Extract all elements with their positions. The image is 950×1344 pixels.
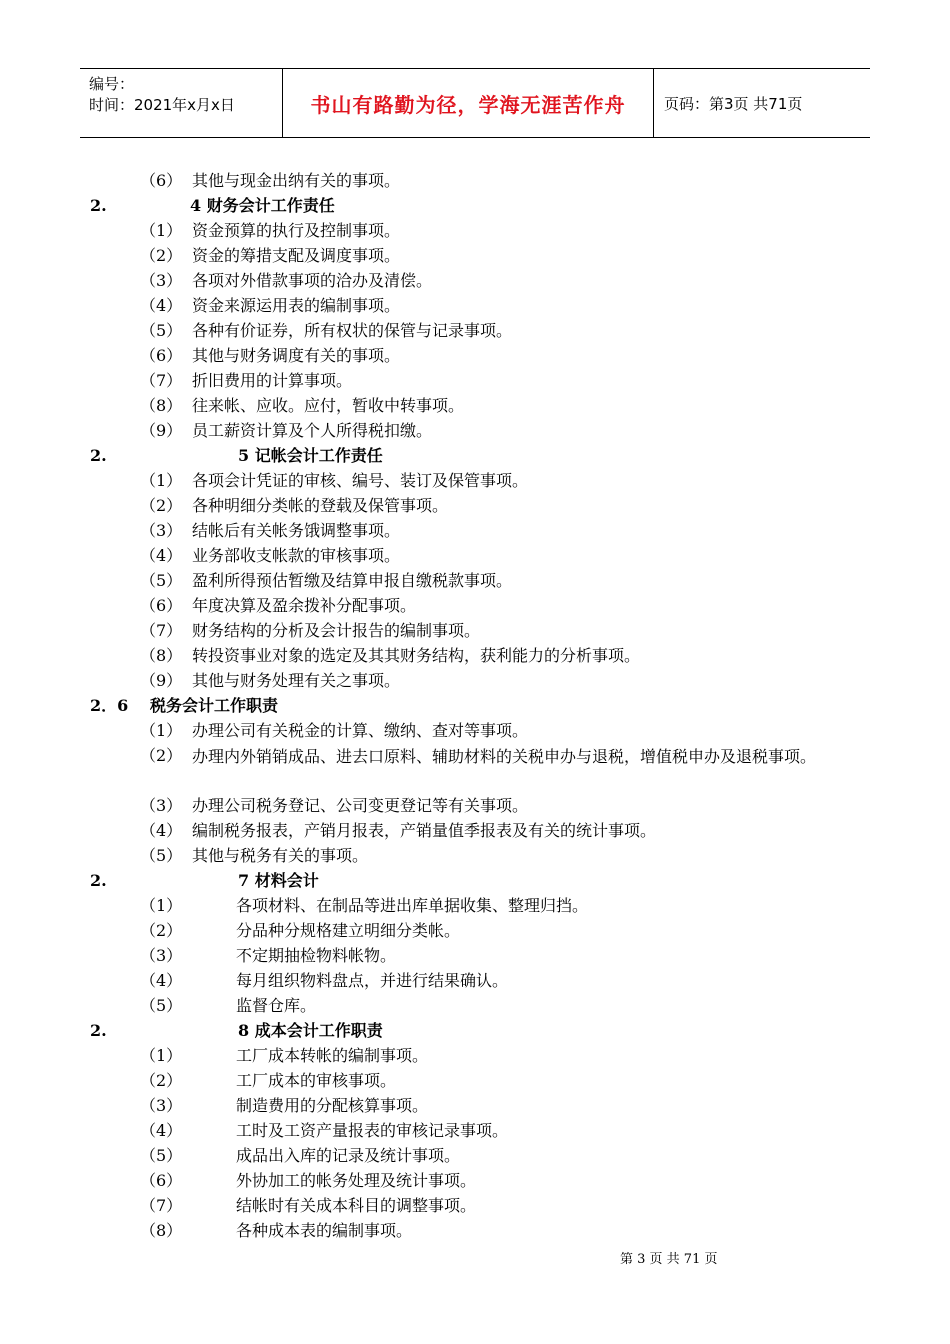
item-number: （5） [140, 571, 183, 590]
header-motto: 书山有路勤为径，学海无涯苦作舟 [282, 69, 654, 137]
item-number: （2） [140, 496, 183, 515]
section-title: 8 成本会计工作职责 [238, 1021, 383, 1040]
item-number: （6） [140, 171, 183, 190]
item-text: 成品出入库的记录及统计事项。 [236, 1146, 461, 1165]
item-number: （5） [140, 846, 183, 865]
item-number: （9） [140, 421, 183, 440]
item-number: （3） [140, 796, 183, 815]
header-meta [80, 69, 282, 137]
section-number: 2. [90, 446, 107, 465]
item-number: （2） [140, 746, 183, 765]
item-text: 往来帐、应收。应付，暂收中转事项。 [192, 396, 465, 415]
page-header [80, 68, 870, 138]
item-text: 各种成本表的编制事项。 [236, 1221, 413, 1240]
serial-label: 编号： [89, 75, 135, 93]
item-text: 制造费用的分配核算事项。 [236, 1096, 429, 1115]
item-number: （4） [140, 1121, 183, 1140]
item-number: （5） [140, 1146, 183, 1165]
item-number: （3） [140, 521, 183, 540]
item-number: （1） [140, 471, 183, 490]
item-number: （5） [140, 996, 183, 1015]
item-text: 各项会计凭证的审核、编号、装订及保管事项。 [192, 471, 529, 490]
footer-page-number: 第 3 页 共 71 页 [620, 1252, 718, 1267]
item-text: 盈利所得预估暂缴及结算申报自缴税款事项。 [192, 571, 513, 590]
item-number: （4） [140, 971, 183, 990]
item-number: （9） [140, 671, 183, 690]
item-text: 员工薪资计算及个人所得税扣缴。 [192, 421, 433, 440]
item-text: 财务结构的分析及会计报告的编制事项。 [192, 621, 481, 640]
item-number: （1） [140, 221, 183, 240]
item-number: （8） [140, 396, 183, 415]
item-number: （4） [140, 546, 183, 565]
item-number: （7） [140, 371, 183, 390]
item-text: 资金预算的执行及控制事项。 [192, 221, 401, 240]
item-text: 其他与现金出纳有关的事项。 [192, 171, 401, 190]
item-number: （1） [140, 1046, 183, 1065]
item-number: （1） [140, 721, 183, 740]
item-number: （2） [140, 1071, 183, 1090]
item-text: 工厂成本转帐的编制事项。 [236, 1046, 429, 1065]
item-text: 工时及工资产量报表的审核记录事项。 [236, 1121, 509, 1140]
item-number: （8） [140, 646, 183, 665]
item-number: （7） [140, 1196, 183, 1215]
item-text: 结帐时有关成本科目的调整事项。 [236, 1196, 477, 1215]
item-number: （3） [140, 271, 183, 290]
section-number: 2. [90, 1021, 107, 1040]
item-text: 业务部收支帐款的审核事项。 [192, 546, 401, 565]
item-text: 各项对外借款事项的洽办及清偿。 [192, 271, 433, 290]
item-number: （1） [140, 896, 183, 915]
item-text: 各项材料、在制品等进出库单据收集、整理归挡。 [236, 896, 589, 915]
item-number: （7） [140, 621, 183, 640]
item-number: （6） [140, 346, 183, 365]
header-page-info: 页码：第3页 共71页 [664, 94, 803, 113]
item-number: （2） [140, 921, 183, 940]
section-title: 5 记帐会计工作责任 [238, 446, 383, 465]
section-title: 4 财务会计工作责任 [190, 196, 335, 215]
item-number: （4） [140, 821, 183, 840]
item-text: 监督仓库。 [236, 996, 317, 1015]
item-number: （8） [140, 1221, 183, 1240]
item-text: 资金的筹措支配及调度事项。 [192, 246, 401, 265]
item-text: 各种有价证券，所有权状的保管与记录事项。 [192, 321, 513, 340]
section-title: 7 材料会计 [238, 871, 319, 890]
section-number: 2. [90, 196, 107, 215]
item-text: 结帐后有关帐务饿调整事项。 [192, 521, 401, 540]
item-text: 各种明细分类帐的登载及保管事项。 [192, 496, 449, 515]
item-text: 折旧费用的计算事项。 [192, 371, 353, 390]
item-number: （4） [140, 296, 183, 315]
item-text: 办理内外销销成品、进去口原料、辅助材料的关税申办与退税，增值税申办及退税事项。 [192, 747, 817, 766]
item-text: 其他与税务有关的事项。 [192, 846, 369, 865]
item-number: （6） [140, 1171, 183, 1190]
section-number: 2. [90, 871, 107, 890]
item-text: 每月组织物料盘点，并进行结果确认。 [236, 971, 509, 990]
item-number: （5） [140, 321, 183, 340]
section-number: 2．6 [90, 696, 129, 715]
item-text: 办理公司有关税金的计算、缴纳、查对等事项。 [192, 721, 529, 740]
item-number: （6） [140, 596, 183, 615]
item-number: （2） [140, 246, 183, 265]
item-text: 外协加工的帐务处理及统计事项。 [236, 1171, 477, 1190]
item-text: 资金来源运用表的编制事项。 [192, 296, 401, 315]
item-text: 不定期抽检物料帐物。 [236, 946, 397, 965]
section-title: 税务会计工作职责 [150, 696, 279, 715]
item-text: 办理公司税务登记、公司变更登记等有关事项。 [192, 796, 529, 815]
item-text: 其他与财务调度有关的事项。 [192, 346, 401, 365]
item-number: （3） [140, 1096, 183, 1115]
item-text: 转投资事业对象的选定及其其财务结构，获利能力的分析事项。 [192, 646, 641, 665]
item-text: 其他与财务处理有关之事项。 [192, 671, 401, 690]
date-line: 时间：2021年x月x日 [89, 96, 235, 114]
item-text: 编制税务报表，产销月报表，产销量值季报表及有关的统计事项。 [192, 821, 657, 840]
item-text: 年度决算及盈余拨补分配事项。 [192, 596, 417, 615]
item-text: 工厂成本的审核事项。 [236, 1071, 397, 1090]
item-number: （3） [140, 946, 183, 965]
item-text: 分品种分规格建立明细分类帐。 [236, 921, 461, 940]
